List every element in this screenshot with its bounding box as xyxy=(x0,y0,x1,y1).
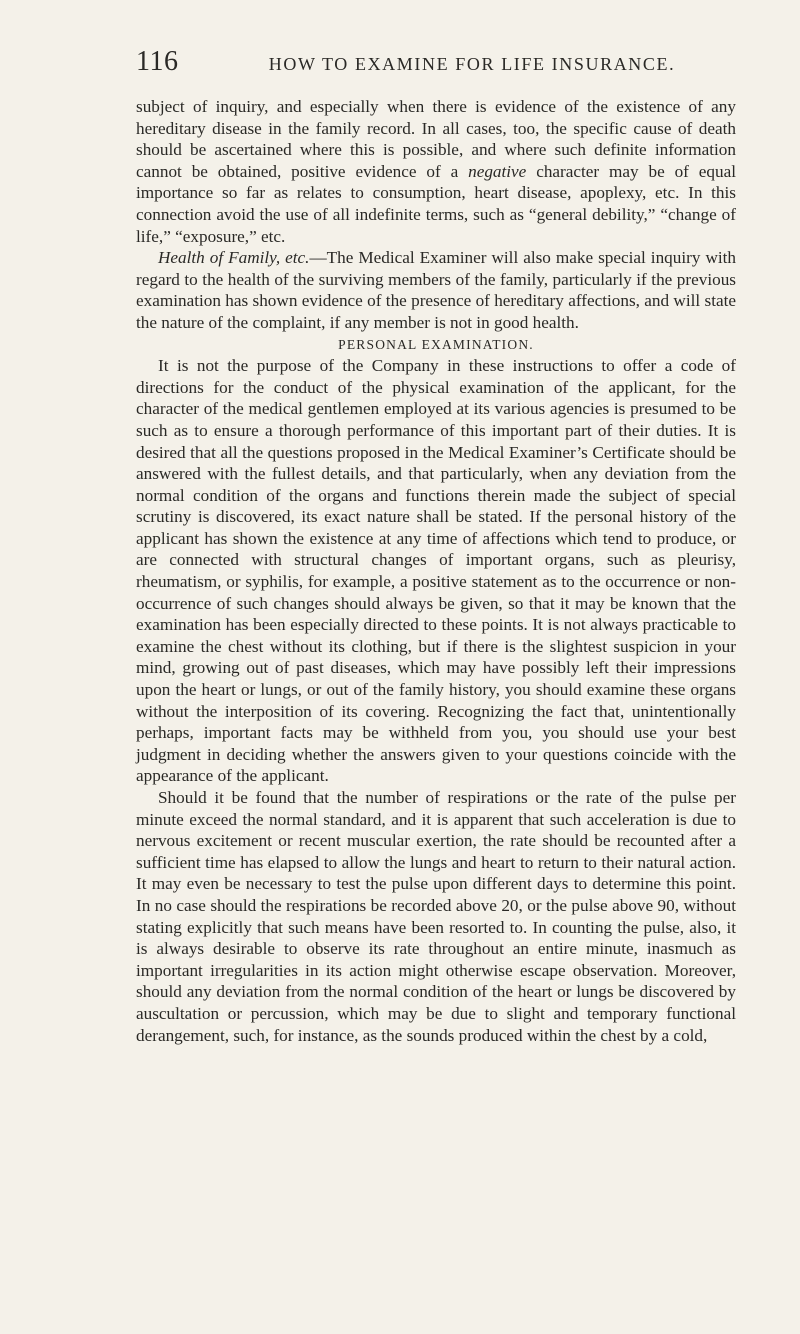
paragraph-respirations-pulse: Should it be found that the number of respirations or the rate of the pulse per minute exceed the normal standard, and it is apparent that such acceleration is due to nervous excitement or recent muscular exertion, the rate should be recounted after a sufficient time has elapsed to allow the lungs and heart to return to their natural action. It may even be necessary to test the pulse upon different days to determine this point. In no case should the respirations be recorded above 20, or the pulse above 90, without stating explicitly that such means have been resorted to. In counting the pulse, also, it is always desirable to observe its rate throughout an entire minute, inasmuch as important irregularities in its action might otherwise escape observation. Moreover, should any deviation from the normal condition of the heart or lungs be discovered by auscultation or percussion, which may be due to slight and temporary functional derangement, such, for instance, as the sounds produced within the chest by a cold, xyxy=(136,788,736,1045)
runin-heading-health-of-family: Health of Family, etc. xyxy=(158,248,310,268)
running-head xyxy=(136,46,736,76)
paragraph-text: character may be of equal importance so far as relates to consumption, heart disease, apoplexy, etc. In this connection avoid the use of all indefinite terms, such as “general debility,” “change of life,” “exposure,” etc. xyxy=(136,161,736,246)
emphasis-negative: negative xyxy=(468,161,527,181)
paragraph-personal-examination: It is not the purpose of the Company in these instructions to offer a code of directions for the conduct of the physical examination of the applicant, for the character of the medical gentlemen employed at its various agencies is presumed to be such as to ensure a thorough performance of this important part of their duties. It is desired that all the questions proposed in the Medical Examiner’s Certificate should be answered with the fullest details, and that particularly, when any deviation from the normal condition of the organs and functions therein made the subject of special scrutiny is discovered, its exact nature shall be stated. If the personal history of the applicant has shown the existence at any time of affections which tend to produce, or are connected with structural changes of important organs, such as pleurisy, rheumatism, or syphilis, for example, a positive statement as to the occurrence or non-occurrence of such changes should always be given, so that it may be known that the examination has been especially directed to these points. It is not always practicable to examine the chest without its clothing, but if there is the slightest suspicion in your mind, growing out of past diseases, which may have possibly left their impressions upon the heart or lungs, or out of the family history, you should examine these organs without the interposition of its covering. Recognizing the fact that, unintentionally perhaps, important facts may be withheld from you, you should use your best judgment in deciding whether the answers given to your questions coincide with the appearance of the applicant. xyxy=(136,356,736,786)
page-number: 116 xyxy=(136,46,179,77)
section-heading-personal-examination: PERSONAL EXAMINATION. xyxy=(338,336,534,352)
body-text xyxy=(136,96,736,1046)
paragraph-text: subject of inquiry, and especially when there is evidence of the existence of any hereditary disease in the family record. In all cases, too, the specific cause of death should be ascertained where this is possible, and where such definite information cannot be obtained, positive evidence of a xyxy=(136,97,736,181)
paragraph-health-of-family xyxy=(136,247,736,333)
paragraph-text: —The Medical Examiner will also make special inquiry with regard to the health of the surviving members of the family, particularly if the previous examination has shown evidence of the presence of hereditary affections, and will state the nature of the complaint, if any member is not in good health. xyxy=(136,248,736,332)
paragraph-family-record xyxy=(136,96,736,247)
running-title: HOW TO EXAMINE FOR LIFE INSURANCE. xyxy=(268,54,676,74)
